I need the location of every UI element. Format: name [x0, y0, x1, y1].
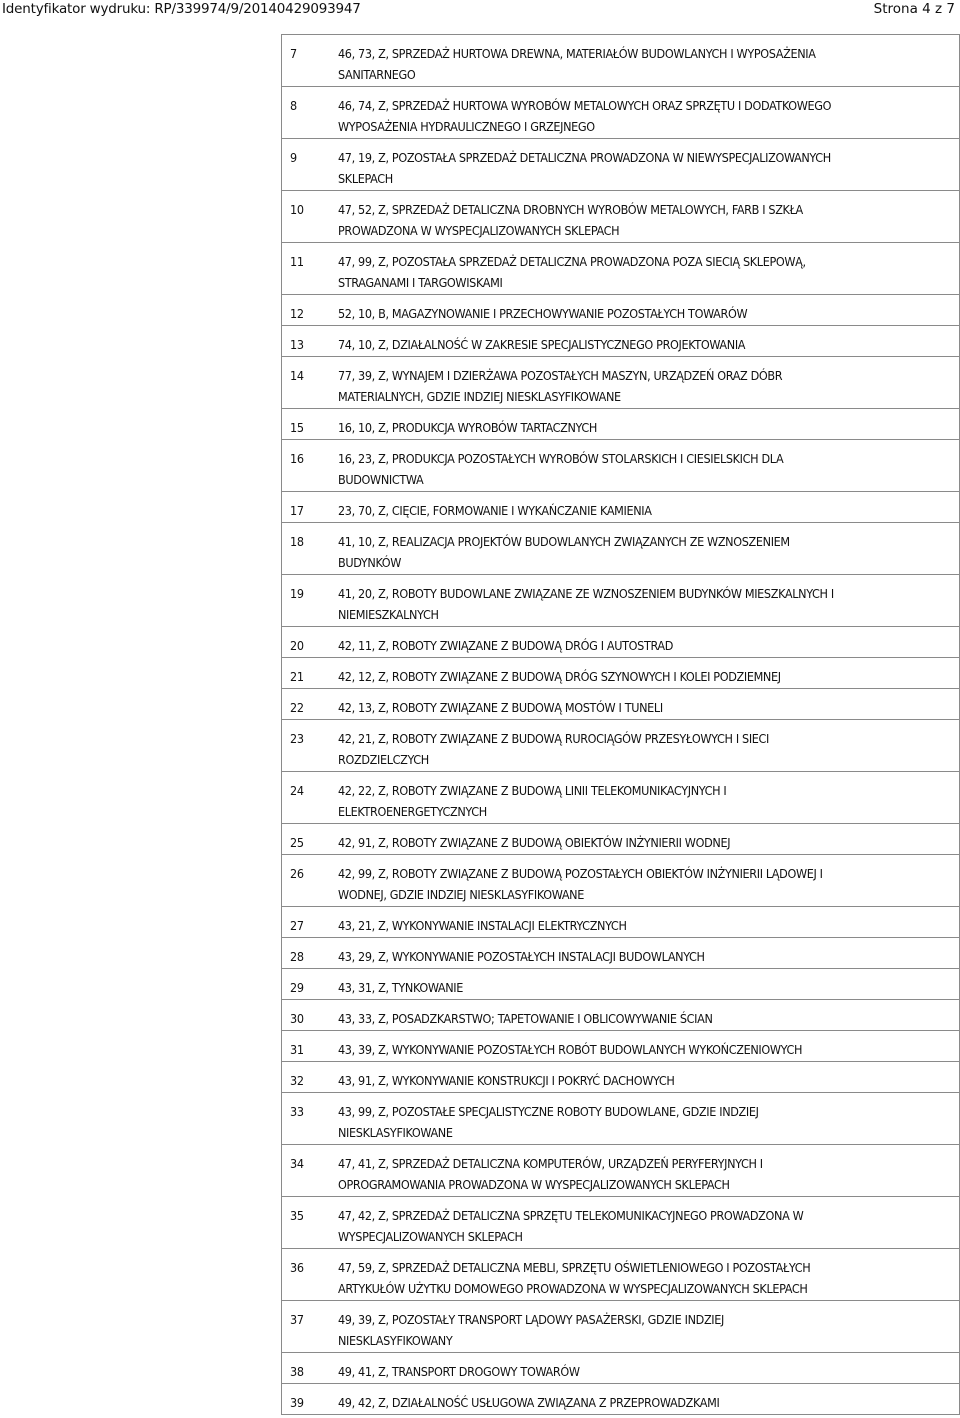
print-header: [0, 0, 960, 18]
activity-description: 23, 70, Z, CIĘCIE, FORMOWANIE I WYKAŃCZANIE KAMIENIA: [338, 503, 652, 518]
table-row: [282, 574, 959, 626]
pkd-activity-table: [281, 34, 960, 1415]
row-number: 31: [290, 1042, 304, 1057]
row-number: 7: [290, 46, 297, 61]
row-number: 21: [290, 669, 304, 684]
activity-description: 74, 10, Z, DZIAŁALNOŚĆ W ZAKRESIE SPECJALISTYCZNEGO PROJEKTOWANIA: [338, 337, 746, 352]
row-number: 30: [290, 1011, 304, 1026]
activity-description: 47, 59, Z, SPRZEDAŻ DETALICZNA MEBLI, SPRZĘTU OŚWIETLENIOWEGO I POZOSTAŁYCH ARTYKUŁÓW UŻYTKU DOMOWEGO PROWADZONA W WYSPECJALIZOWANYCH SKLEPACH: [338, 1260, 811, 1296]
activity-description: 52, 10, B, MAGAZYNOWANIE I PRZECHOWYWANIE POZOSTAŁYCH TOWARÓW: [338, 306, 748, 321]
activity-description: 47, 19, Z, POZOSTAŁA SPRZEDAŻ DETALICZNA PROWADZONA W NIEWYSPECJALIZOWANYCH SKLEPACH: [338, 150, 831, 186]
activity-description: 16, 10, Z, PRODUKCJA WYROBÓW TARTACZNYCH: [338, 420, 597, 435]
table-row: [282, 34, 959, 86]
activity-description: 47, 99, Z, POZOSTAŁA SPRZEDAŻ DETALICZNA PROWADZONA POZA SIECIĄ SKLEPOWĄ, STRAGANAMI I TARGOWISKAMI: [338, 254, 806, 290]
row-number: 23: [290, 731, 304, 746]
table-row: [282, 771, 959, 823]
activity-description: 46, 74, Z, SPRZEDAŻ HURTOWA WYROBÓW METALOWYCH ORAZ SPRZĘTU I DODATKOWEGO WYPOSAŻENIA HYDRAULICZNEGO I GRZEJNEGO: [338, 98, 832, 134]
table-row: [282, 1196, 959, 1248]
table-row: [282, 626, 959, 657]
row-number: 11: [290, 254, 304, 269]
row-number: 35: [290, 1208, 304, 1223]
row-number: 37: [290, 1312, 304, 1327]
table-row: [282, 823, 959, 854]
row-number: 18: [290, 534, 304, 549]
row-number: 24: [290, 783, 304, 798]
row-number: 27: [290, 918, 304, 933]
row-number: 22: [290, 700, 304, 715]
activity-description: 43, 99, Z, POZOSTAŁE SPECJALISTYCZNE ROBOTY BUDOWLANE, GDZIE INDZIEJ NIESKLASYFIKOWANE: [338, 1104, 759, 1140]
activity-description: 43, 33, Z, POSADZKARSTWO; TAPETOWANIE I OBLICOWYWANIE ŚCIAN: [338, 1011, 713, 1026]
table-row: [282, 1061, 959, 1092]
row-number: 38: [290, 1364, 304, 1379]
activity-description: 46, 73, Z, SPRZEDAŻ HURTOWA DREWNA, MATERIAŁÓW BUDOWLANYCH I WYPOSAŻENIA SANITARNEGO: [338, 46, 816, 82]
table-row: [282, 1248, 959, 1300]
print-identifier: Identyfikator wydruku: RP/339974/9/20140429093947: [2, 1, 361, 17]
row-number: 8: [290, 98, 297, 113]
table-row: [282, 190, 959, 242]
table-row: [282, 719, 959, 771]
activity-description: 49, 42, Z, DZIAŁALNOŚĆ USŁUGOWA ZWIĄZANA Z PRZEPROWADZKAMI: [338, 1395, 720, 1410]
activity-description: 49, 39, Z, POZOSTAŁY TRANSPORT LĄDOWY PASAŻERSKI, GDZIE INDZIEJ NIESKLASYFIKOWANY: [338, 1312, 724, 1348]
row-number: 15: [290, 420, 304, 435]
activity-description: 42, 12, Z, ROBOTY ZWIĄZANE Z BUDOWĄ DRÓG SZYNOWYCH I KOLEI PODZIEMNEJ: [338, 669, 781, 684]
table-row: [282, 906, 959, 937]
row-number: 36: [290, 1260, 304, 1275]
row-number: 13: [290, 337, 304, 352]
table-row: [282, 325, 959, 356]
row-number: 12: [290, 306, 304, 321]
page-number: Strona 4 z 7: [873, 1, 955, 17]
table-row: [282, 522, 959, 574]
activity-description: 47, 52, Z, SPRZEDAŻ DETALICZNA DROBNYCH WYROBÓW METALOWYCH, FARB I SZKŁA PROWADZONA W WYSPECJALIZOWANYCH SKLEPACH: [338, 202, 803, 238]
table-row: [282, 242, 959, 294]
activity-description: 42, 11, Z, ROBOTY ZWIĄZANE Z BUDOWĄ DRÓG I AUTOSTRAD: [338, 638, 674, 653]
row-number: 28: [290, 949, 304, 964]
table-row: [282, 968, 959, 999]
table-row: [282, 854, 959, 906]
row-number: 32: [290, 1073, 304, 1088]
table-row: [282, 1352, 959, 1383]
row-number: 10: [290, 202, 304, 217]
row-number: 9: [290, 150, 297, 165]
row-number: 17: [290, 503, 304, 518]
table-row: [282, 688, 959, 719]
row-number: 14: [290, 368, 304, 383]
row-number: 34: [290, 1156, 304, 1171]
table-row: [282, 439, 959, 491]
row-number: 26: [290, 866, 304, 881]
activity-description: 42, 99, Z, ROBOTY ZWIĄZANE Z BUDOWĄ POZOSTAŁYCH OBIEKTÓW INŻYNIERII LĄDOWEJ I WODNEJ, GDZIE INDZIEJ NIESKLASYFIKOWANE: [338, 866, 823, 902]
activity-description: 43, 39, Z, WYKONYWANIE POZOSTAŁYCH ROBÓT BUDOWLANYCH WYKOŃCZENIOWYCH: [338, 1042, 803, 1057]
table-row: [282, 356, 959, 408]
table-row: [282, 1300, 959, 1352]
table-row: [282, 1383, 959, 1414]
activity-description: 41, 10, Z, REALIZACJA PROJEKTÓW BUDOWLANYCH ZWIĄZANYCH ZE WZNOSZENIEM BUDYNKÓW: [338, 534, 790, 570]
row-number: 29: [290, 980, 304, 995]
table-row: [282, 294, 959, 325]
row-number: 16: [290, 451, 304, 466]
activity-description: 42, 22, Z, ROBOTY ZWIĄZANE Z BUDOWĄ LINII TELEKOMUNIKACYJNYCH I ELEKTROENERGETYCZNYCH: [338, 783, 727, 819]
activity-description: 43, 91, Z, WYKONYWANIE KONSTRUKCJI I POKRYĆ DACHOWYCH: [338, 1073, 675, 1088]
activity-description: 42, 21, Z, ROBOTY ZWIĄZANE Z BUDOWĄ RUROCIĄGÓW PRZESYŁOWYCH I SIECI ROZDZIELCZYCH: [338, 731, 770, 767]
activity-description: 42, 13, Z, ROBOTY ZWIĄZANE Z BUDOWĄ MOSTÓW I TUNELI: [338, 700, 663, 715]
activity-description: 43, 31, Z, TYNKOWANIE: [338, 980, 464, 995]
activity-description: 43, 29, Z, WYKONYWANIE POZOSTAŁYCH INSTALACJI BUDOWLANYCH: [338, 949, 705, 964]
row-number: 19: [290, 586, 304, 601]
row-number: 39: [290, 1395, 304, 1410]
table-row: [282, 937, 959, 968]
activity-description: 42, 91, Z, ROBOTY ZWIĄZANE Z BUDOWĄ OBIEKTÓW INŻYNIERII WODNEJ: [338, 835, 731, 850]
activity-description: 41, 20, Z, ROBOTY BUDOWLANE ZWIĄZANE ZE WZNOSZENIEM BUDYNKÓW MIESZKALNYCH I NIEMIESZKALNYCH: [338, 586, 834, 622]
table-row: [282, 86, 959, 138]
table-row: [282, 1144, 959, 1196]
row-number: 25: [290, 835, 304, 850]
row-number: 20: [290, 638, 304, 653]
row-number: 33: [290, 1104, 304, 1119]
activity-description: 43, 21, Z, WYKONYWANIE INSTALACJI ELEKTRYCZNYCH: [338, 918, 627, 933]
table-row: [282, 138, 959, 190]
table-row: [282, 491, 959, 522]
table-row: [282, 657, 959, 688]
table-row: [282, 1030, 959, 1061]
activity-description: 77, 39, Z, WYNAJEM I DZIERŻAWA POZOSTAŁYCH MASZYN, URZĄDZEŃ ORAZ DÓBR MATERIALNYCH, GDZIE INDZIEJ NIESKLASYFIKOWANE: [338, 368, 783, 404]
table-row: [282, 1092, 959, 1144]
activity-description: 47, 42, Z, SPRZEDAŻ DETALICZNA SPRZĘTU TELEKOMUNIKACYJNEGO PROWADZONA W WYSPECJALIZOWANYCH SKLEPACH: [338, 1208, 804, 1244]
activity-description: 47, 41, Z, SPRZEDAŻ DETALICZNA KOMPUTERÓW, URZĄDZEŃ PERYFERYJNYCH I OPROGRAMOWANIA PROWADZONA W WYSPECJALIZOWANYCH SKLEPACH: [338, 1156, 763, 1192]
activity-description: 49, 41, Z, TRANSPORT DROGOWY TOWARÓW: [338, 1364, 580, 1379]
table-row: [282, 408, 959, 439]
activity-description: 16, 23, Z, PRODUKCJA POZOSTAŁYCH WYROBÓW STOLARSKICH I CIESIELSKICH DLA BUDOWNICTWA: [338, 451, 784, 487]
table-row: [282, 999, 959, 1030]
